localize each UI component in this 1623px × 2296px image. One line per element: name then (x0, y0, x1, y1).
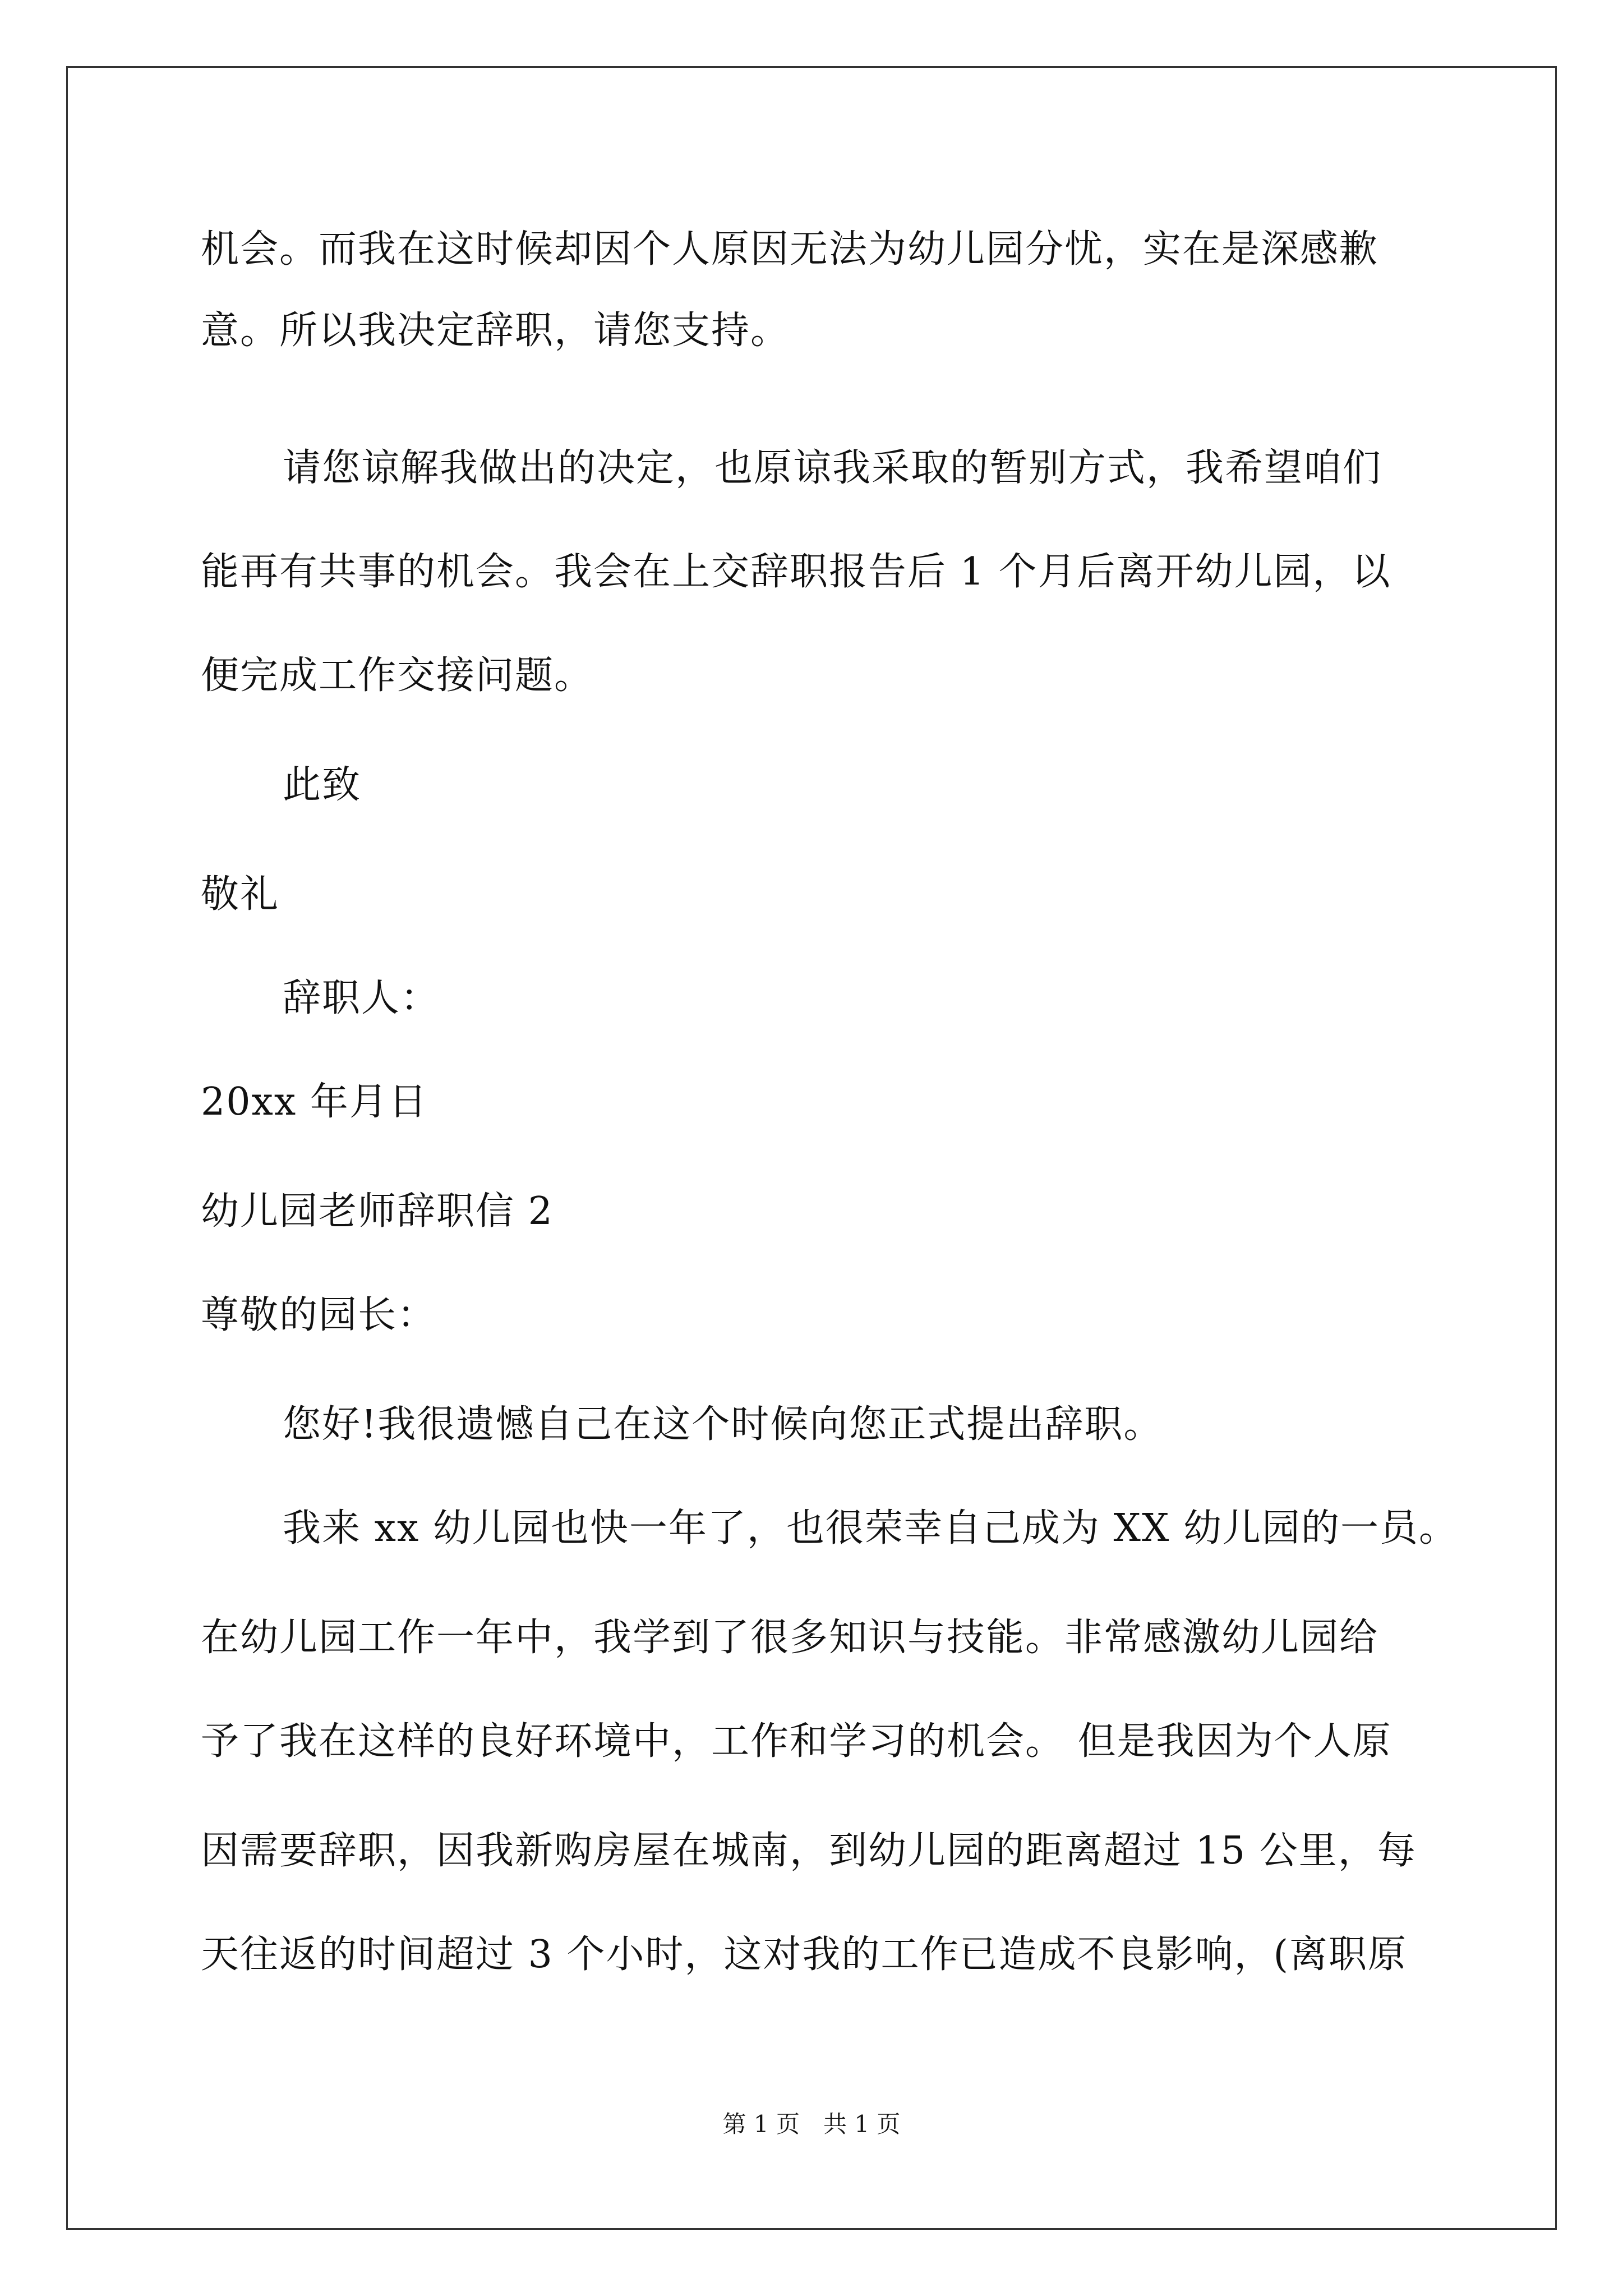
recipient-line: 尊敬的园长： (201, 1293, 437, 1337)
text-line-2: 意。所以我决定辞职，请您支持。 (201, 309, 790, 353)
signer-line: 辞职人： (283, 976, 440, 1020)
text-line-16: 因需要辞职，因我新购房屋在城南，到幼儿园的距离超过 15 公里，每 (201, 1829, 1417, 1873)
page-footer: 第 1 页 共 1 页 (722, 2110, 901, 2138)
date-line: 20xx 年月日 (201, 1080, 428, 1124)
text-line-13: 我来 xx 幼儿园也快一年了，也很荣幸自己成为 XX 幼儿园的一员。 (283, 1506, 1458, 1550)
text-line-15: 予了我在这样的良好环境中，工作和学习的机会。 但是我因为个人原 (201, 1719, 1392, 1764)
text-line-1: 机会。而我在这时候却因个人原因无法为幼儿园分忧，实在是深感歉 (201, 227, 1379, 272)
text-line-17: 天往返的时间超过 3 个小时，这对我的工作已造成不良影响，(离职原 (201, 1932, 1408, 1977)
salutation-line: 此致 (283, 763, 362, 807)
text-line-3: 请您谅解我做出的决定，也原谅我采取的暂别方式，我希望咱们 (283, 446, 1382, 490)
text-line-14: 在幼儿园工作一年中，我学到了很多知识与技能。非常感激幼儿园给 (201, 1616, 1379, 1660)
respect-line: 敬礼 (201, 872, 280, 917)
text-line-4: 能再有共事的机会。我会在上交辞职报告后 1 个月后离开幼儿园，以 (201, 550, 1391, 594)
letter-title: 幼儿园老师辞职信 2 (201, 1189, 554, 1234)
text-line-5: 便完成工作交接问题。 (201, 654, 594, 698)
text-line-12: 您好!我很遗憾自己在这个时候向您正式提出辞职。 (283, 1402, 1163, 1447)
page-border (66, 66, 1557, 2230)
